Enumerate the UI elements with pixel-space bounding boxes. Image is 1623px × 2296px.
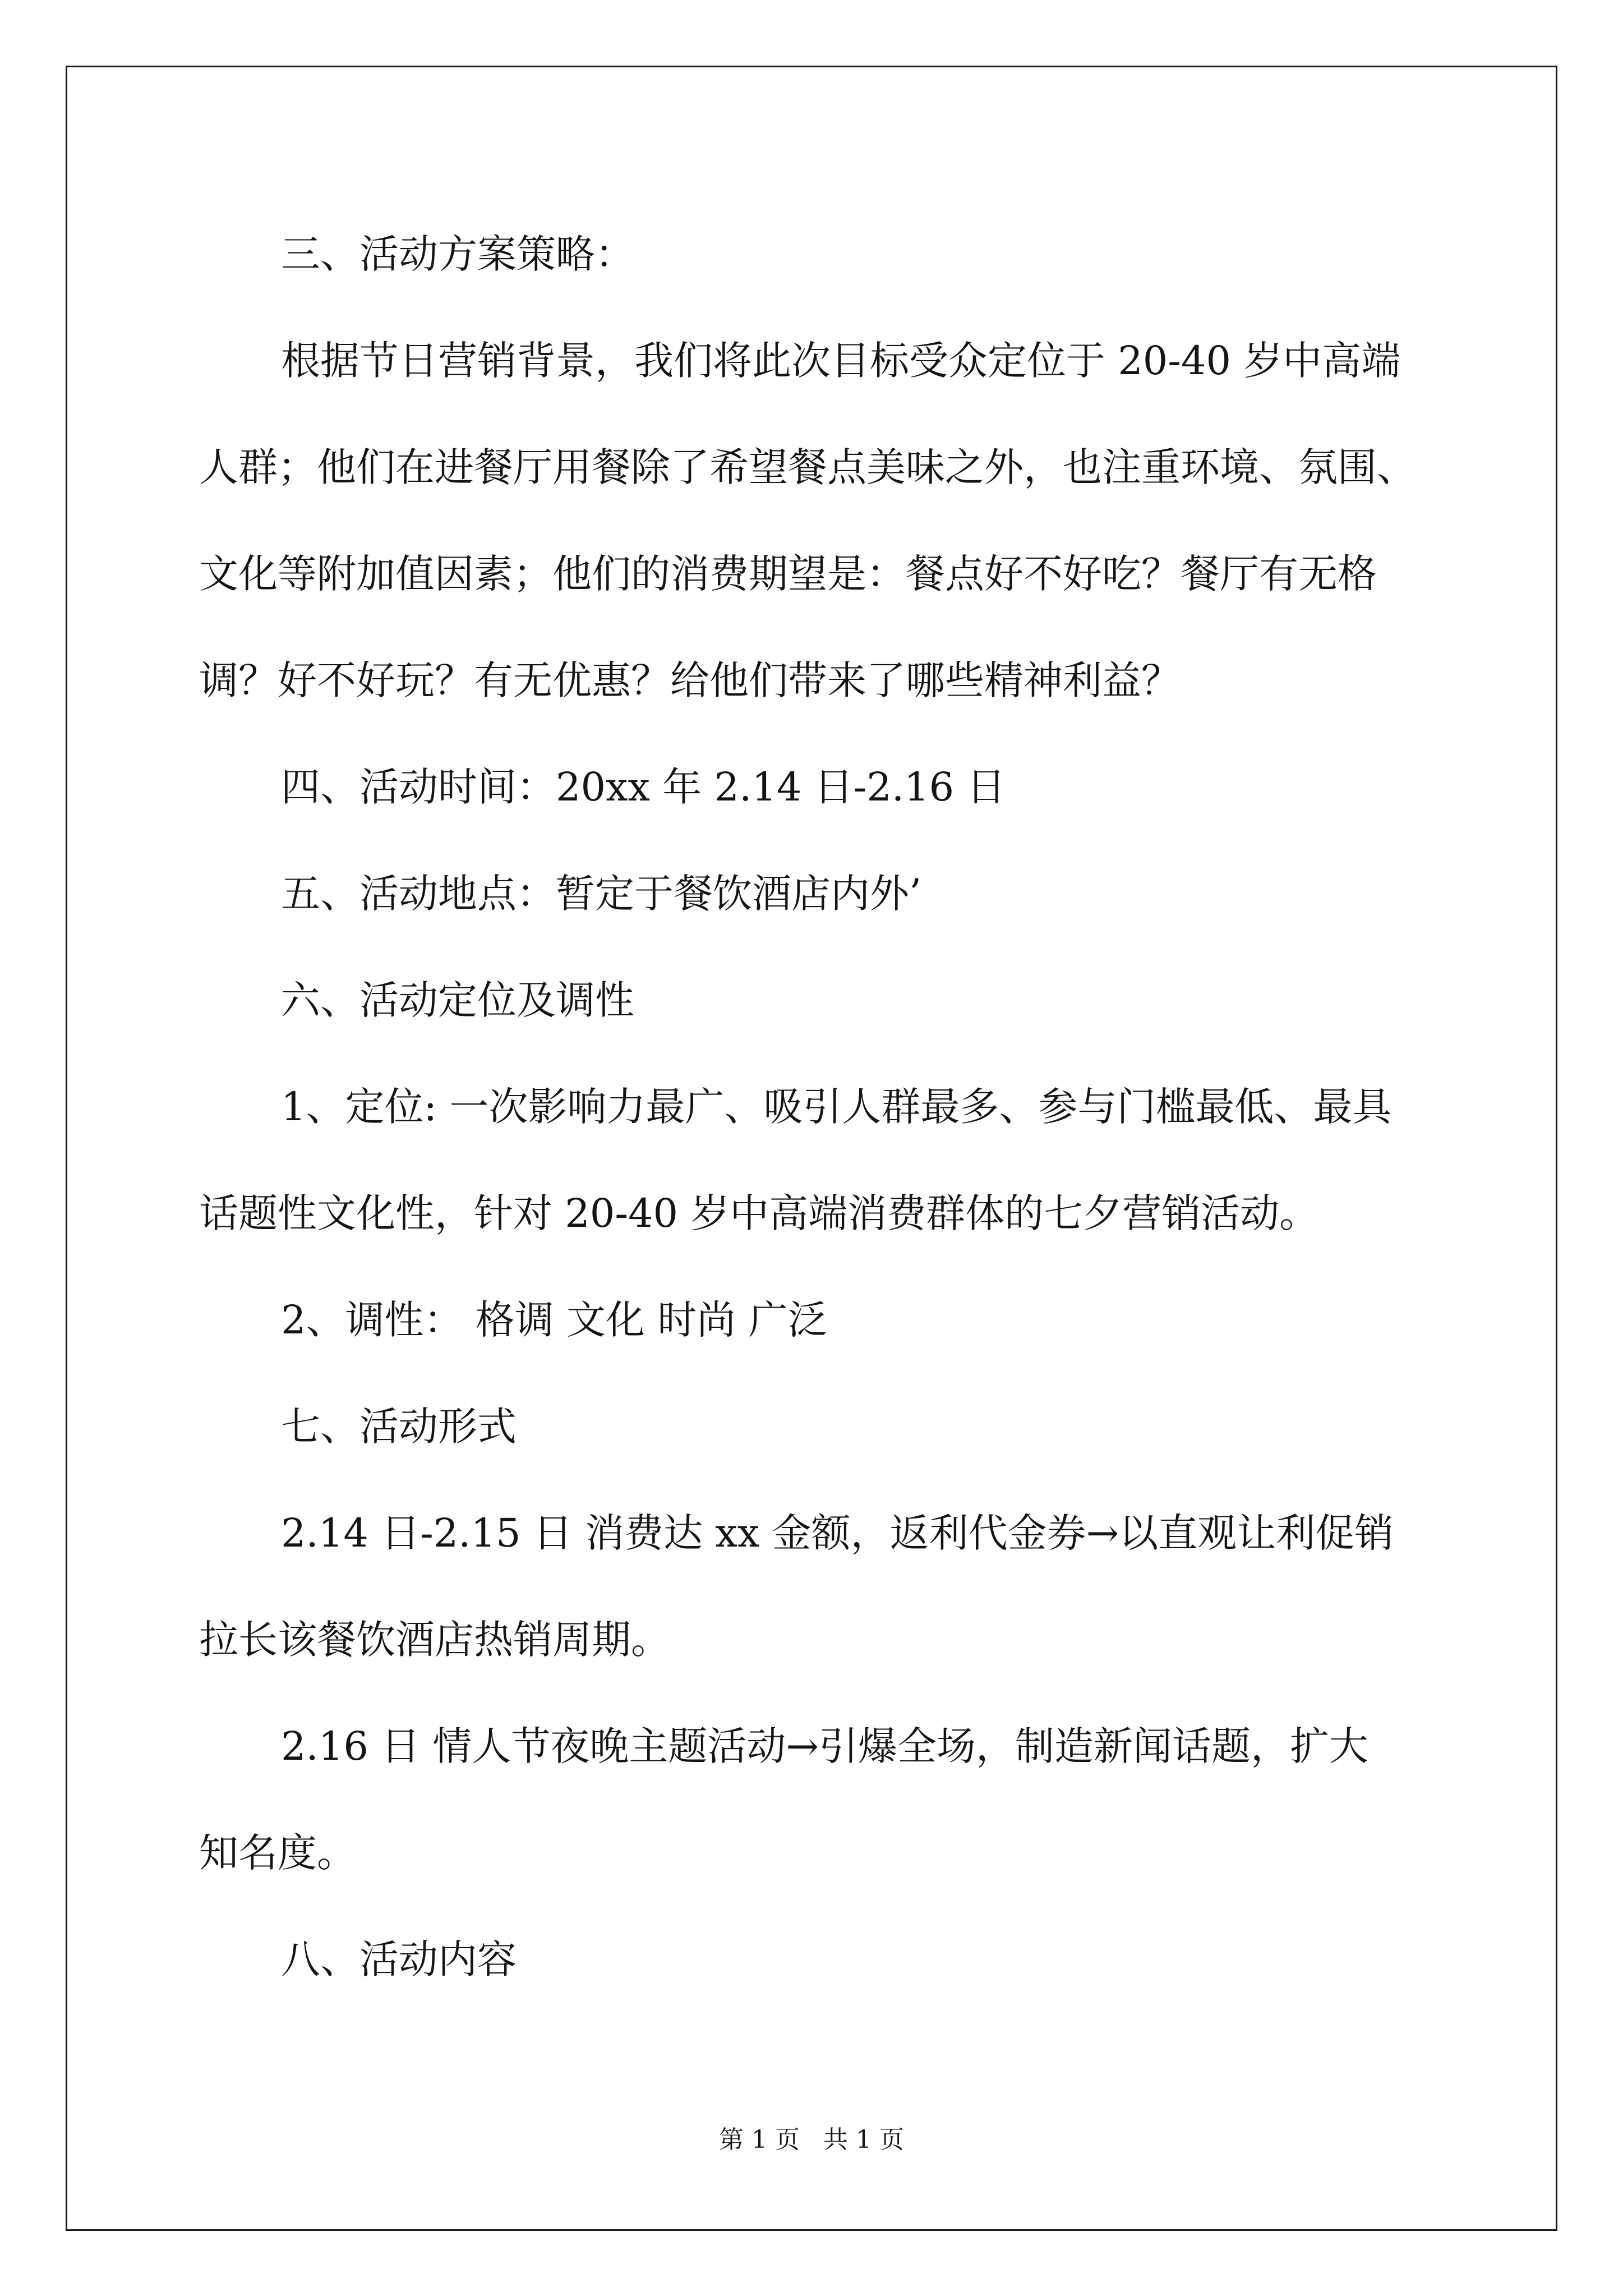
paragraph-line: 人群；他们在进餐厅用餐除了希望餐点美味之外，也注重环境、氛围、 xyxy=(199,444,1416,490)
heading-content: 八、活动内容 xyxy=(281,1936,517,1982)
heading-location: 五、活动地点：暂定于餐饮酒店内外’ xyxy=(281,871,922,917)
paragraph-line: 调？好不好玩？有无优惠？给他们带来了哪些精神利益？ xyxy=(199,657,1181,703)
paragraph-line: 2、调性： 格调 文化 时尚 广泛 xyxy=(281,1297,827,1343)
heading-format: 七、活动形式 xyxy=(281,1404,517,1450)
page-footer: 第 1 页 共 1 页 xyxy=(719,2125,904,2154)
paragraph-line: 知名度。 xyxy=(199,1830,356,1876)
document-body xyxy=(199,201,1467,2013)
paragraph-line: 话题性文化性，针对 20-40 岁中高端消费群体的七夕营销活动。 xyxy=(199,1190,1319,1236)
heading-strategy: 三、活动方案策略： xyxy=(281,231,634,277)
paragraph-line: 文化等附加值因素；他们的消费期望是：餐点好不好吃？餐厅有无格 xyxy=(199,551,1377,597)
paragraph-line: 拉长该餐饮酒店热销周期。 xyxy=(199,1617,670,1663)
heading-time: 四、活动时间：20xx 年 2.14 日-2.16 日 xyxy=(281,764,1006,810)
paragraph-line: 2.16 日 情人节夜晚主题活动→引爆全场，制造新闻话题，扩大 xyxy=(281,1723,1369,1769)
heading-positioning: 六、活动定位及调性 xyxy=(281,977,634,1023)
paragraph-line: 1、定位: 一次影响力最广、吸引人群最多、参与门槛最低、最具 xyxy=(281,1084,1392,1130)
paragraph-line: 根据节日营销背景，我们将此次目标受众定位于 20-40 岁中高端 xyxy=(281,338,1401,384)
paragraph-line: 2.14 日-2.15 日 消费达 xx 金额，返利代金券→以直观让利促销 xyxy=(281,1510,1394,1556)
